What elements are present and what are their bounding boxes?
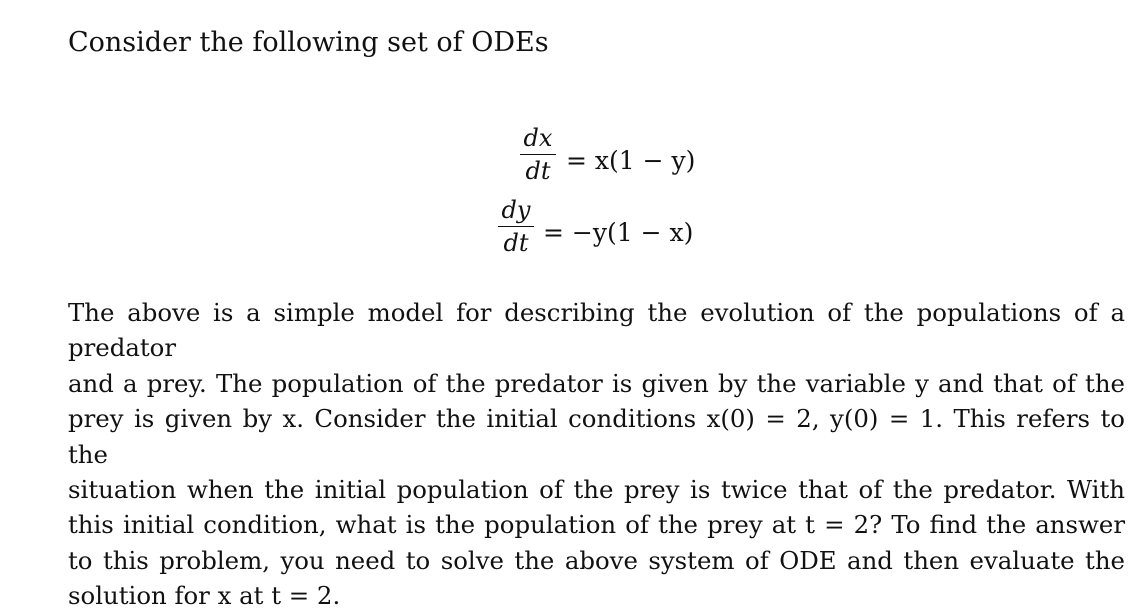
paragraph-line: The above is a simple model for describing the evolution of the populations of a predator (68, 298, 1125, 363)
paragraph-line: solution for x at t = 2. (68, 581, 341, 611)
fraction-denominator: dt (525, 157, 551, 185)
fraction-numerator: dy (501, 196, 531, 224)
dy-dt-fraction (498, 196, 534, 257)
equation-2-rhs: = −y(1 − x) (543, 218, 694, 247)
paragraph-line: prey is given by x. Consider the initial conditions x(0) = 2, y(0) = 1. This refers to the (68, 404, 1125, 469)
paragraph-line: and a prey. The population of the predator is given by the variable y and that of the (68, 368, 1125, 398)
dx-dt-fraction (520, 124, 556, 185)
paragraph-line: to this problem, you need to solve the above system of ODE and then evaluate the (68, 545, 1125, 575)
ode-system (0, 0, 1145, 290)
intro-sentence: Consider the following set of ODEs (68, 27, 549, 58)
fraction-numerator: dx (523, 124, 553, 152)
paragraph-line: this initial condition, what is the population of the prey at t = 2? To find the answer (68, 510, 1125, 540)
fraction-bar (520, 154, 556, 155)
equation-1-rhs: = x(1 − y) (566, 146, 696, 175)
paragraph-line: situation when the initial population of the prey is twice that of the predator. With (68, 475, 1125, 505)
fraction-bar (498, 226, 534, 227)
fraction-denominator: dt (503, 229, 529, 257)
problem-paragraph (68, 295, 1125, 614)
